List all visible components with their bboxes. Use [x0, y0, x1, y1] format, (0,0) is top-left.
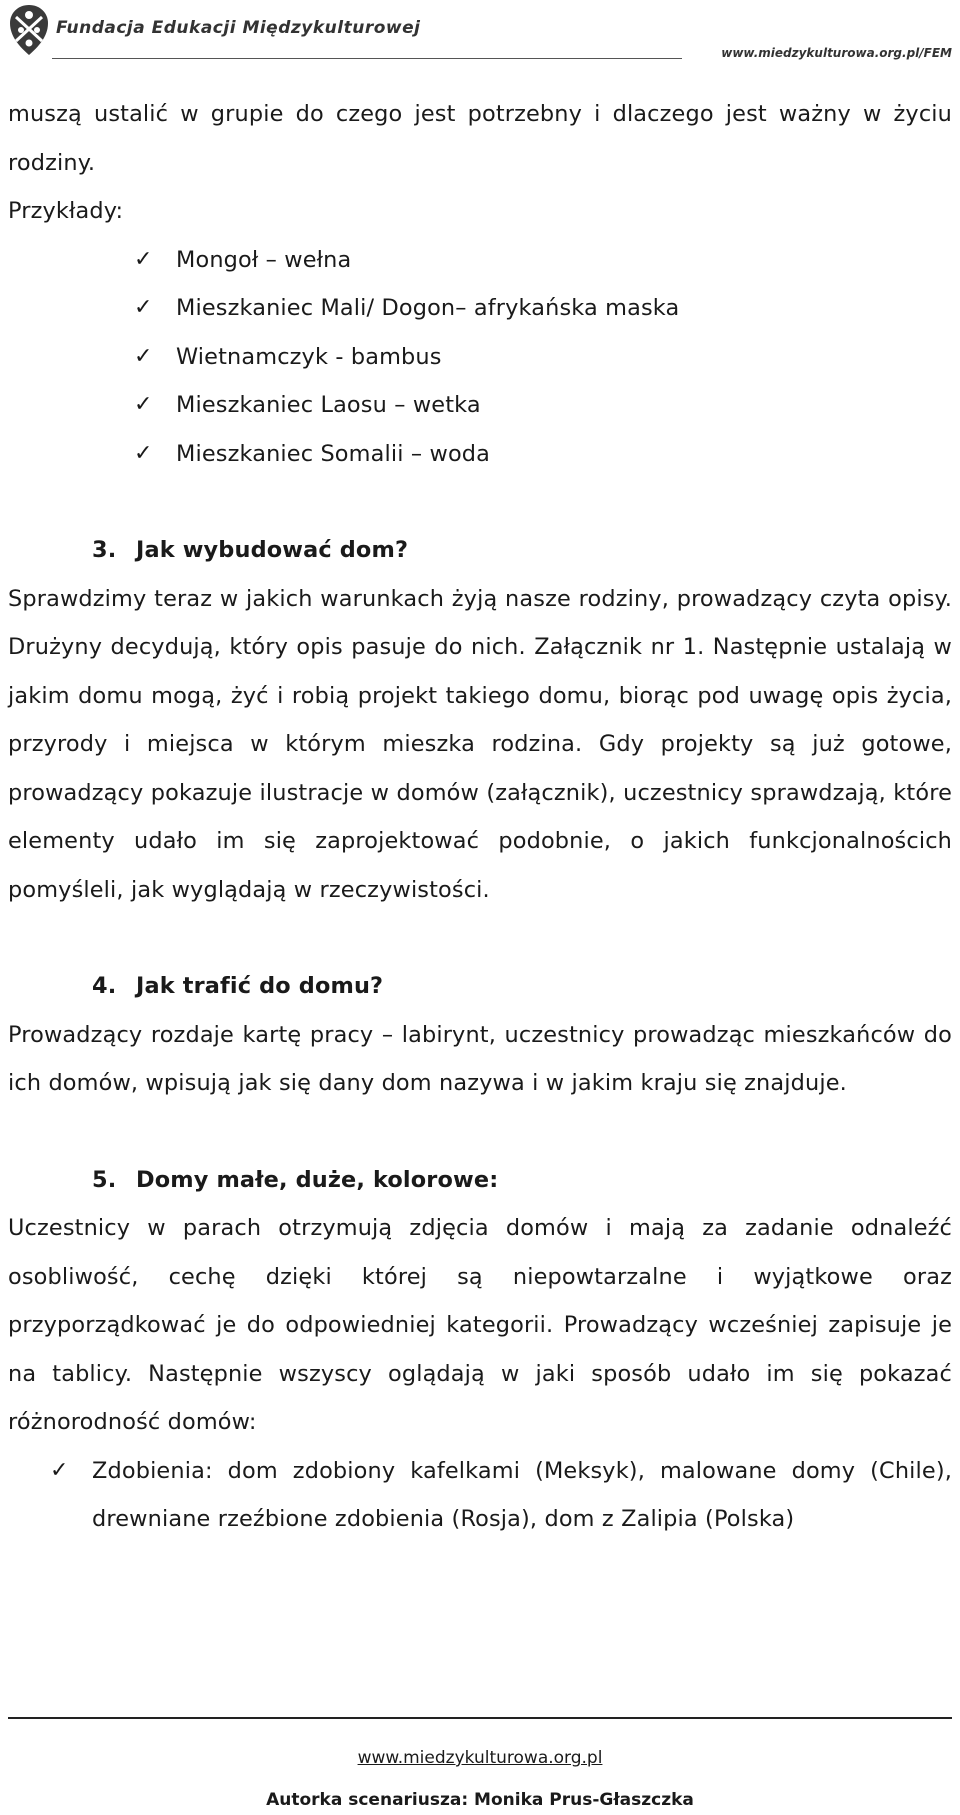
- document-body: [8, 90, 952, 1544]
- examples-list: [8, 236, 952, 479]
- section-4-paragraph: Prowadzący rozdaje kartę pracy – labirynt, uczestnicy prowadząc mieszkańców do ich domów, wpisują jak się dany dom nazywa i w jakim kraju się znajduje.: [8, 1021, 952, 1096]
- foundation-logo-icon: [8, 3, 50, 57]
- organization-name: Fundacja Edukacji Międzykulturowej: [56, 18, 421, 38]
- section-4-heading: 4. Jak trafić do domu?: [92, 973, 384, 999]
- list-item: ✓ Zdobienia: dom zdobiony kafelkami (Meksyk), malowane domy (Chile), drewniane rzeźbione zdobienia (Rosja), dom z Zalipia (Polska): [8, 1447, 952, 1544]
- page-header: [0, 0, 960, 68]
- footer-author: Autorka scenariusza: Monika Prus-Głaszczka: [266, 1790, 694, 1810]
- check-icon: ✓: [134, 392, 153, 417]
- section-3-heading: 3. Jak wybudować dom?: [92, 537, 409, 563]
- check-icon: ✓: [134, 343, 153, 369]
- list-item: ✓ Mieszkaniec Mali/ Dogon– afrykańska maska: [8, 284, 952, 333]
- list-item: ✓ Wietnamczyk - bambus: [8, 333, 952, 382]
- check-icon: ✓: [134, 246, 153, 272]
- footer-url-link[interactable]: www.miedzykulturowa.org.pl: [357, 1748, 603, 1768]
- check-icon: ✓: [50, 1457, 69, 1483]
- section-5-paragraph: Uczestnicy w parach otrzymują zdjęcia domów i mają za zadanie odnaleźć osobliwość, cechę dzięki której są niepowtarzalne i wyjątkowe oraz przyporządkować je do odpowiedniej kategorii. Prowadzący wcześniej zapisuje je na tablicy. Następnie wszyscy oglądają w jaki sposób udało im się pokazać różnorodność domów:: [8, 1215, 952, 1435]
- intro-paragraph: muszą ustalić w grupie do czego jest potrzebny i dlaczego jest ważny w życiu rodziny.: [8, 101, 952, 176]
- header-url: www.miedzykulturowa.org.pl/FEM: [721, 46, 952, 60]
- examples-label: Przykłady:: [8, 198, 124, 224]
- list-item: ✓ Mongoł – wełna: [8, 236, 952, 285]
- footer-divider: [8, 1717, 952, 1719]
- check-icon: ✓: [134, 295, 153, 320]
- section-3-paragraph: Sprawdzimy teraz w jakich warunkach żyją nasze rodziny, prowadzący czyta opisy. Drużyny decydują, który opis pasuje do nich. Załącznik nr 1. Następnie ustalają w jakim domu mogą, żyć i robią projekt takiego domu, biorąc pod uwagę opis życia, przyrody i miejsca w którym mieszka rodzina. Gdy projekty są już gotowe, prowadzący pokazuje ilustracje w domów (załącznik), uczestnicy sprawdzają, które elementy udało im się zaprojektować podobnie, o jakich funkcjonalnościch pomyśleli, jak wyglądają w rzeczywistości.: [8, 585, 952, 903]
- list-item: ✓ Mieszkaniec Laosu – wetka: [8, 381, 952, 430]
- categories-list: [8, 1447, 952, 1544]
- header-divider: [52, 58, 682, 59]
- section-5-heading: 5. Domy małe, duże, kolorowe:: [92, 1166, 499, 1193]
- check-icon: ✓: [134, 440, 153, 466]
- list-item: ✓ Mieszkaniec Somalii – woda: [8, 430, 952, 479]
